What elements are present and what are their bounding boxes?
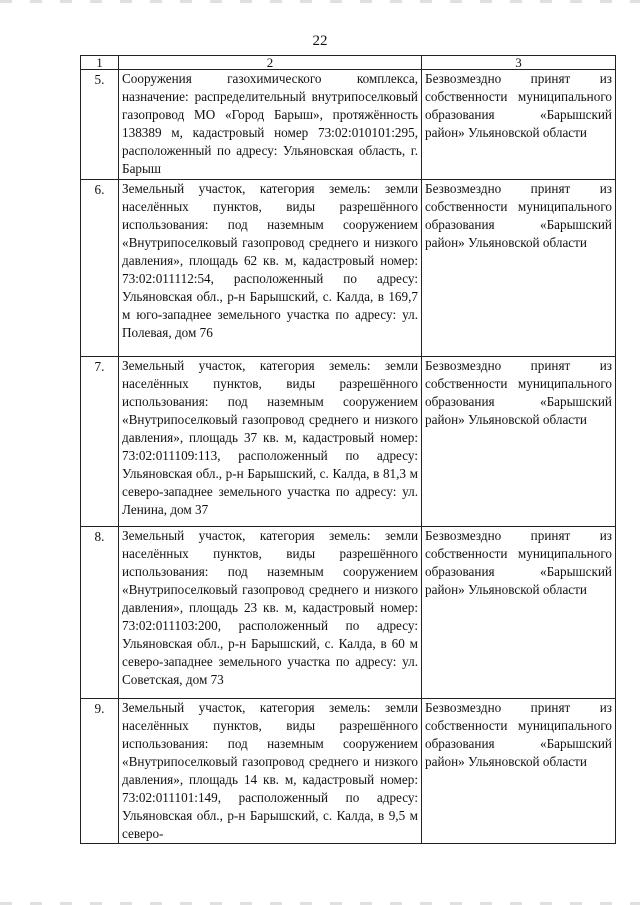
row-number: 5. [81, 70, 119, 180]
row-basis: Безвозмездно принят из собственности муниципального образования «Барышский район» Ульяновской области [422, 180, 616, 357]
row-description: Земельный участок, категория земель: земли населённых пунктов, виды разрешённого использования: под наземным сооружением «Внутрипоселковый газопровод среднего и низкого давления», площадь 62 кв. м, кадастровый номер: 73:02:011112:54, расположенный по адресу: Ульяновская обл., р-н Барышский, с. Калда, в 169,7 м юго-западнее земельного участка по адресу: ул. Полевая, дом 76 [119, 180, 422, 357]
row-basis: Безвозмездно принят из собственности муниципального образования «Барышский район» Ульяновской области [422, 70, 616, 180]
table-row [81, 699, 616, 844]
row-number: 9. [81, 699, 119, 844]
row-description: Земельный участок, категория земель: земли населённых пунктов, виды разрешённого использования: под наземным сооружением «Внутрипоселковый газопровод среднего и низкого давления», площадь 23 кв. м, кадастровый номер: 73:02:011103:200, расположенный по адресу: Ульяновская обл., р-н Барышский, с. Калда, в 60 м северо-западнее земельного участка по адресу: ул. Советская, дом 73 [119, 527, 422, 699]
row-number: 8. [81, 527, 119, 699]
row-description: Земельный участок, категория земель: земли населённых пунктов, виды разрешённого использования: под наземным сооружением «Внутрипоселковый газопровод среднего и низкого давления», площадь 37 кв. м, кадастровый номер: 73:02:011109:113, расположенный по адресу: Ульяновская обл., р-н Барышский, с. Калда, в 81,3 м северо-западнее земельного участка по адресу: ул. Ленина, дом 37 [119, 357, 422, 527]
row-number: 6. [81, 180, 119, 357]
table-row [81, 357, 616, 527]
column-header-basis: 3 [422, 56, 616, 70]
page-number: 22 [312, 33, 328, 49]
table-row [81, 180, 616, 357]
row-basis: Безвозмездно принят из собственности муниципального образования «Барышский район» Ульяновской области [422, 699, 616, 844]
row-basis: Безвозмездно принят из собственности муниципального образования «Барышский район» Ульяновской области [422, 527, 616, 699]
row-basis: Безвозмездно принят из собственности муниципального образования «Барышский район» Ульяновской области [422, 357, 616, 527]
table-header-row [81, 56, 616, 70]
table-row [81, 70, 616, 180]
row-description: Сооружения газохимического комплекса, назначение: распределительный внутрипоселковый газопровод МО «Город Барыш», протяжённость 138389 м, кадастровый номер 73:02:010101:295, расположенный по адресу: Ульяновская область, г. Барыш [119, 70, 422, 180]
row-number: 7. [81, 357, 119, 527]
table-row [81, 527, 616, 699]
column-header-number: 1 [81, 56, 119, 70]
column-header-description: 2 [119, 56, 422, 70]
scan-edge-top [0, 0, 640, 3]
row-description: Земельный участок, категория земель: земли населённых пунктов, виды разрешённого использования: под наземным сооружением «Внутрипоселковый газопровод среднего и низкого давления», площадь 14 кв. м, кадастровый номер: 73:02:011101:149, расположенный по адресу: Ульяновская обл., р-н Барышский, с. Калда, в 9,5 м северо- [119, 699, 422, 844]
property-table [80, 55, 616, 844]
